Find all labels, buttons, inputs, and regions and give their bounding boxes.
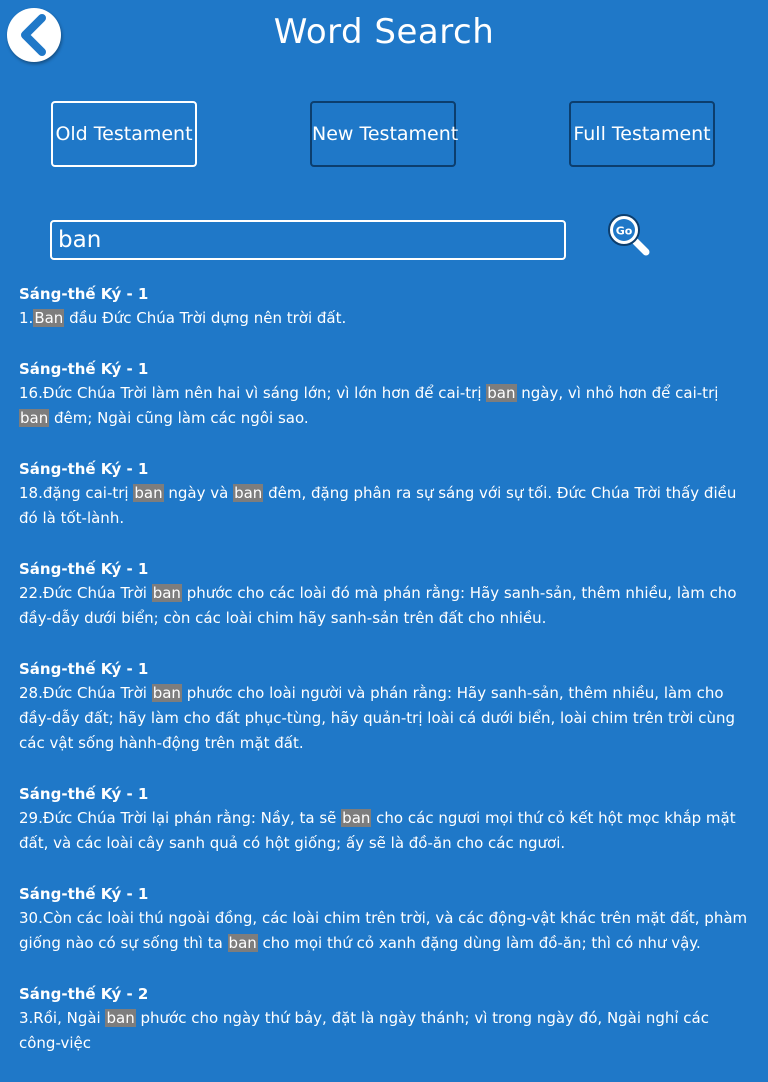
result-verse-text bbox=[19, 806, 749, 856]
result-item[interactable] bbox=[19, 282, 749, 331]
verse-text-segment: 18.đặng cai-trị bbox=[19, 484, 134, 502]
verse-text-segment: đêm, đặng phân ra sự sáng với sự tối. Đức Chúa Trời thấy điều đó là tốt-lành. bbox=[19, 484, 737, 527]
go-search-button[interactable] bbox=[604, 212, 654, 260]
result-reference: Sáng-thế Ký - 1 bbox=[19, 885, 149, 903]
verse-text-segment: 30.Còn các loài thú ngoài đồng, các loài chim trên trời, và các động-vật khác trên mặt đất, phàm giống nào có sự sống thì ta bbox=[19, 909, 748, 952]
result-item[interactable] bbox=[19, 457, 749, 531]
result-reference: Sáng-thế Ký - 2 bbox=[19, 985, 149, 1003]
search-match-highlight: ban bbox=[106, 1009, 135, 1027]
result-item[interactable] bbox=[19, 557, 749, 631]
result-verse-text bbox=[19, 381, 749, 431]
tab-old-testament[interactable]: Old Testament bbox=[51, 101, 197, 167]
verse-text-segment: 16.Đức Chúa Trời làm nên hai vì sáng lớn; vì lớn hơn để cai-trị bbox=[19, 384, 487, 402]
search-match-highlight: ban bbox=[228, 934, 257, 952]
verse-text-segment: cho mọi thứ cỏ xanh đặng dùng làm đồ-ăn; thì có như vậy. bbox=[257, 934, 701, 952]
verse-text-segment: phước cho ngày thứ bảy, đặt là ngày thánh; vì trong ngày đó, Ngài nghỉ các công-việc bbox=[19, 1009, 709, 1052]
verse-text-segment: cho các ngươi mọi thứ cỏ kết hột mọc khắp mặt đất, và các loài cây sanh quả có hột giống; ấy sẽ là đồ-ăn cho các ngươi. bbox=[19, 809, 736, 852]
search-input[interactable] bbox=[50, 220, 566, 260]
search-match-highlight: ban bbox=[342, 809, 371, 827]
tab-new-testament[interactable]: New Testament bbox=[310, 101, 456, 167]
verse-text-segment: 1. bbox=[19, 309, 34, 327]
search-match-highlight: ban bbox=[152, 684, 181, 702]
verse-text-segment: 22.Đức Chúa Trời bbox=[19, 584, 152, 602]
result-item[interactable] bbox=[19, 657, 749, 756]
result-item[interactable] bbox=[19, 982, 749, 1056]
verse-text-segment: ngày, vì nhỏ hơn để cai-trị bbox=[516, 384, 719, 402]
verse-text-segment: phước cho loài người và phán rằng: Hãy sanh-sản, thêm nhiều, làm cho đầy-dẫy đất; hãy làm cho đất phục-tùng, hãy quản-trị loài cá dưới biển, loài chim trên trời cùng các vật sống hành-động trên mặt đất. bbox=[19, 684, 735, 752]
search-match-highlight: ban bbox=[487, 384, 516, 402]
verse-text-segment: 3.Rồi, Ngài bbox=[19, 1009, 106, 1027]
result-verse-text bbox=[19, 1006, 749, 1056]
result-item[interactable] bbox=[19, 782, 749, 856]
result-verse-text bbox=[19, 306, 749, 331]
result-verse-text bbox=[19, 581, 749, 631]
magnifier-go-icon bbox=[604, 212, 654, 260]
go-label: Go bbox=[615, 224, 633, 238]
result-item[interactable] bbox=[19, 882, 749, 956]
results-list bbox=[19, 282, 749, 1082]
verse-text-segment: đêm; Ngài cũng làm các ngôi sao. bbox=[49, 409, 309, 427]
result-reference: Sáng-thế Ký - 1 bbox=[19, 785, 149, 803]
verse-text-segment: 28.Đức Chúa Trời bbox=[19, 684, 152, 702]
search-match-highlight: ban bbox=[20, 409, 49, 427]
search-match-highlight: ban bbox=[134, 484, 163, 502]
search-match-highlight: ban bbox=[234, 484, 263, 502]
result-verse-text bbox=[19, 906, 749, 956]
verse-text-segment: ngày và bbox=[163, 484, 234, 502]
result-reference: Sáng-thế Ký - 1 bbox=[19, 460, 149, 478]
result-verse-text bbox=[19, 681, 749, 756]
tab-full-testament[interactable]: Full Testament bbox=[569, 101, 715, 167]
result-verse-text bbox=[19, 481, 749, 531]
page-title: Word Search bbox=[273, 12, 495, 52]
result-reference: Sáng-thế Ký - 1 bbox=[19, 660, 149, 678]
verse-text-segment: đầu Đức Chúa Trời dựng nên trời đất. bbox=[64, 309, 347, 327]
search-match-highlight: Ban bbox=[34, 309, 64, 327]
verse-text-segment: phước cho các loài đó mà phán rằng: Hãy sanh-sản, thêm nhiều, làm cho đầy-dẫy dưới biển; còn các loài chim hãy sanh-sản trên đất cho nhiều. bbox=[19, 584, 737, 627]
result-reference: Sáng-thế Ký - 1 bbox=[19, 360, 149, 378]
result-reference: Sáng-thế Ký - 1 bbox=[19, 285, 149, 303]
result-item[interactable] bbox=[19, 357, 749, 431]
verse-text-segment: 29.Đức Chúa Trời lại phán rằng: Nầy, ta sẽ bbox=[19, 809, 342, 827]
result-reference: Sáng-thế Ký - 1 bbox=[19, 560, 149, 578]
search-match-highlight: ban bbox=[152, 584, 181, 602]
